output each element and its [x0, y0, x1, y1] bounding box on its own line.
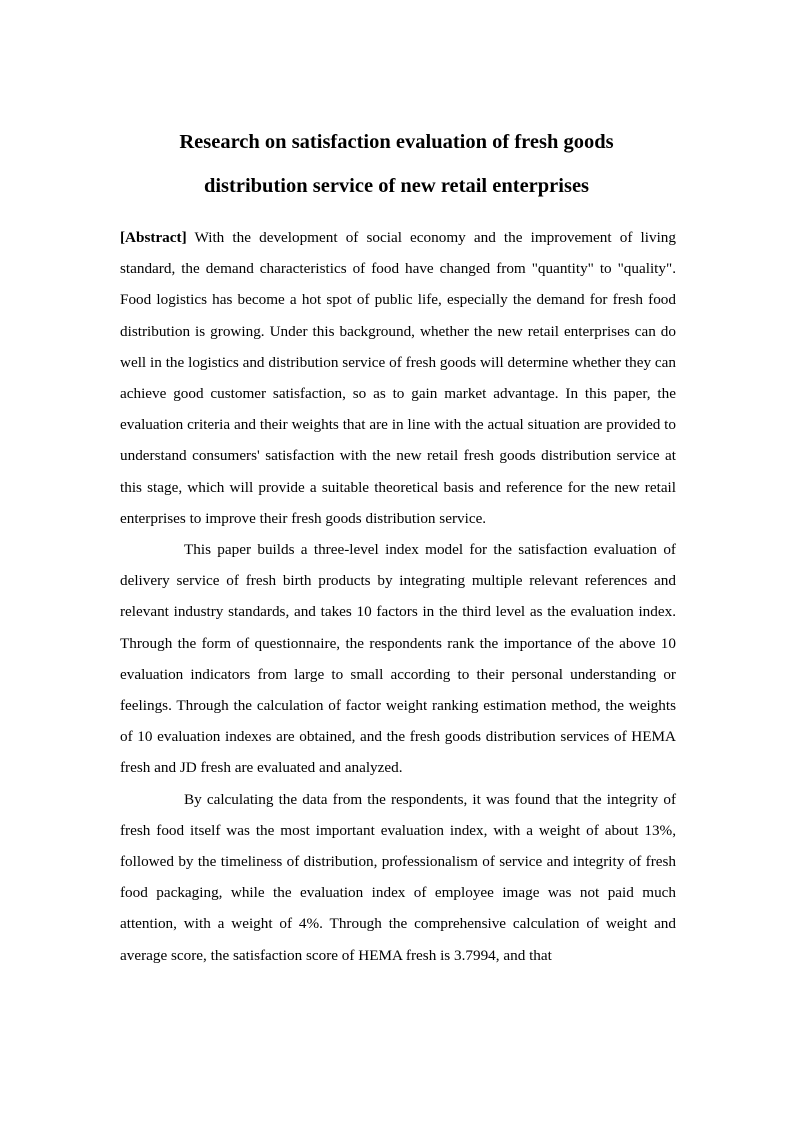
- abstract-text: With the development of social economy and the improvement of living standard, the demand characteristics of food have changed from "quantity" to "quality". Food logistics has become a hot spot of public life, especially the demand for fresh food distribution is growing. Under this background, whether the new retail enterprises can do well in the logistics and distribution service of fresh goods will determine whether they can achieve good customer satisfaction, so as to gain market advantage. In this paper, the evaluation criteria and their weights that are in line with the actual situation are provided to understand consumers' satisfaction with the new retail fresh goods distribution service at this stage, which will provide a suitable theoretical basis and reference for the new retail enterprises to improve their fresh goods distribution service.: [120, 229, 676, 527]
- body-paragraph-3: By calculating the data from the respondents, it was found that the integrity of fresh food itself was the most important evaluation index, with a weight of about 13%, followed by the timeliness of distribution, professionalism of service and integrity of fresh food packaging, while the evaluation index of employee image was not paid much attention, with a weight of 4%. Through the comprehensive calculation of weight and average score, the satisfaction score of HEMA fresh is 3.7994, and that: [120, 790, 676, 964]
- title-line-2: distribution service of new retail enterprises: [203, 175, 590, 197]
- title-line-1: Research on satisfaction evaluation of fresh goods: [179, 131, 614, 153]
- body-paragraph-2: This paper builds a three-level index model for the satisfaction evaluation of delivery service of fresh birth products by integrating multiple relevant references and relevant industry standards, and takes 10 factors in the third level as the evaluation index. Through the form of questionnaire, the respondents rank the importance of the above 10 evaluation indicators from large to small according to their personal understanding or feelings. Through the calculation of factor weight ranking estimation method, the weights of 10 evaluation indexes are obtained, and the fresh goods distribution services of HEMA fresh and JD fresh are evaluated and analyzed.: [120, 541, 676, 777]
- paper-title: [0, 120, 793, 208]
- paper-body: [120, 222, 676, 971]
- abstract-paragraph: [120, 222, 676, 534]
- abstract-label: [Abstract]: [120, 229, 187, 246]
